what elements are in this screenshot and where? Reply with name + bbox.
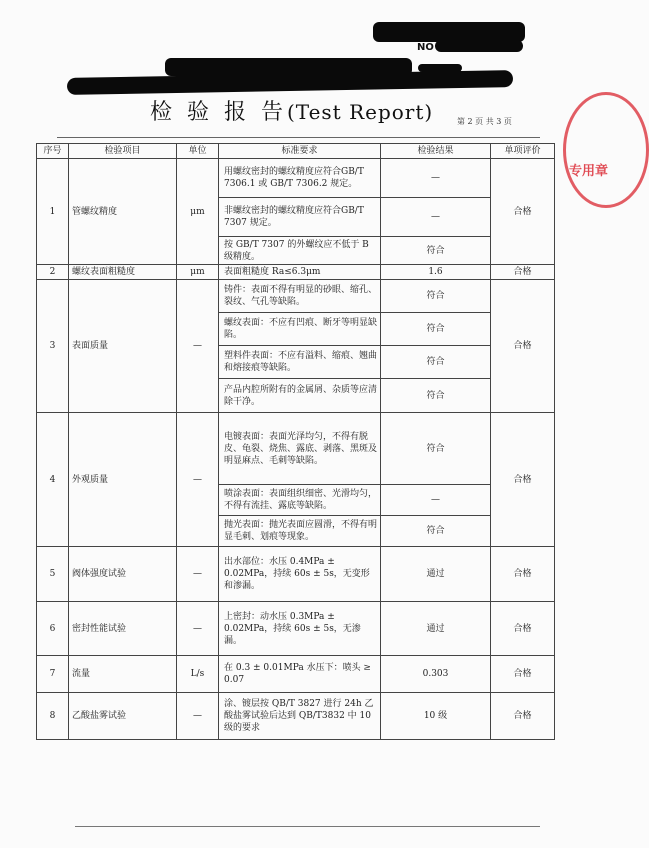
test-item: 密封性能试验: [69, 602, 177, 656]
unit: μm: [177, 265, 219, 280]
col-header-no: 序号: [37, 144, 69, 159]
requirement: 非螺纹密封的螺纹精度应符合GB/T 7307 规定。: [219, 198, 381, 237]
result: 0.303: [381, 656, 491, 693]
verdict: 合格: [491, 547, 555, 602]
footer-divider: [75, 826, 540, 827]
table-row: [37, 265, 555, 280]
verdict: 合格: [491, 159, 555, 265]
requirement: 在 0.3 ± 0.01MPa 水压下：喷头 ≥ 0.07: [219, 656, 381, 693]
unit: —: [177, 413, 219, 547]
requirement: 产品内腔所附有的金属屑、杂质等应清除干净。: [219, 379, 381, 413]
row-number: 8: [37, 693, 69, 740]
col-header-item: 检验项目: [69, 144, 177, 159]
result: —: [381, 159, 491, 198]
requirement: 涂、镀层按 QB/T 3827 进行 24h 乙酸盐雾试验后达到 QB/T3832 中 10 级的要求: [219, 693, 381, 740]
result: 符合: [381, 280, 491, 313]
requirement: 螺纹表面：不应有凹痕、断牙等明显缺陷。: [219, 313, 381, 346]
table-row: [37, 413, 555, 485]
report-title: [150, 95, 433, 126]
test-item: 乙酸盐雾试验: [69, 693, 177, 740]
col-header-verdict: 单项评价: [491, 144, 555, 159]
result: 符合: [381, 379, 491, 413]
verdict: 合格: [491, 280, 555, 413]
unit: L/s: [177, 656, 219, 693]
title-chinese: 检 验 报 告: [150, 100, 287, 125]
result: 通过: [381, 547, 491, 602]
result: 符合: [381, 237, 491, 265]
row-number: 5: [37, 547, 69, 602]
requirement: 电镀表面：表面光泽均匀，不得有脱皮、龟裂、烧焦、露底、剥落、黑斑及明显麻点、毛刺等缺陷。: [219, 413, 381, 485]
requirement: 出水部位：水压 0.4MPa ± 0.02MPa，持续 60s ± 5s，无变形和渗漏。: [219, 547, 381, 602]
table-row: [37, 159, 555, 198]
col-header-unit: 单位: [177, 144, 219, 159]
requirement: 上密封：动水压 0.3MPa ± 0.02MPa，持续 60s ± 5s，无渗漏。: [219, 602, 381, 656]
result: 通过: [381, 602, 491, 656]
requirement: 塑料件表面：不应有溢料、缩痕、翘曲和熔接痕等缺陷。: [219, 346, 381, 379]
table-row: [37, 280, 555, 313]
unit: —: [177, 547, 219, 602]
stamp-lettering: 专用章: [569, 164, 609, 179]
result: 符合: [381, 346, 491, 379]
verdict: 合格: [491, 693, 555, 740]
table-row: [37, 602, 555, 656]
row-number: 2: [37, 265, 69, 280]
header-divider: [57, 137, 540, 138]
result: 10 级: [381, 693, 491, 740]
redaction-bar: [435, 40, 523, 52]
verdict: 合格: [491, 413, 555, 547]
redaction-bar: [67, 70, 513, 95]
row-number: 1: [37, 159, 69, 265]
test-item: 管螺纹精度: [69, 159, 177, 265]
test-item: 表面质量: [69, 280, 177, 413]
official-stamp: [563, 92, 649, 208]
unit: —: [177, 693, 219, 740]
row-number: 3: [37, 280, 69, 413]
table-header-row: [37, 144, 555, 159]
requirement: 用螺纹密封的螺纹精度应符合GB/T 7306.1 或 GB/T 7306.2 规定。: [219, 159, 381, 198]
requirement: 表面粗糙度 Ra≤6.3μm: [219, 265, 381, 280]
verdict: 合格: [491, 265, 555, 280]
test-report-table: [36, 143, 555, 740]
result: 1.6: [381, 265, 491, 280]
test-item: 螺纹表面粗糙度: [69, 265, 177, 280]
report-number-label: NO: [417, 42, 434, 53]
requirement: 喷涂表面：表面组织细密、光滑均匀，不得有流挂、露底等缺陷。: [219, 485, 381, 516]
result: 符合: [381, 313, 491, 346]
redaction-bar: [373, 22, 525, 42]
result: —: [381, 198, 491, 237]
row-number: 7: [37, 656, 69, 693]
test-item: 外观质量: [69, 413, 177, 547]
test-item: 流量: [69, 656, 177, 693]
requirement: 铸件：表面不得有明显的砂眼、缩孔、裂纹、气孔等缺陷。: [219, 280, 381, 313]
unit: —: [177, 602, 219, 656]
result: —: [381, 485, 491, 516]
table-row: [37, 693, 555, 740]
row-number: 6: [37, 602, 69, 656]
table-row: [37, 547, 555, 602]
col-header-result: 检验结果: [381, 144, 491, 159]
result: 符合: [381, 413, 491, 485]
unit: μm: [177, 159, 219, 265]
page-indicator: 第 2 页 共 3 页: [457, 117, 512, 126]
verdict: 合格: [491, 602, 555, 656]
requirement: 抛光表面：抛光表面应圆滑，不得有明显毛刺、划痕等现象。: [219, 516, 381, 547]
requirement: 按 GB/T 7307 的外螺纹应不低于 B 级精度。: [219, 237, 381, 265]
verdict: 合格: [491, 656, 555, 693]
test-item: 阀体强度试验: [69, 547, 177, 602]
col-header-requirement: 标准要求: [219, 144, 381, 159]
unit: —: [177, 280, 219, 413]
result: 符合: [381, 516, 491, 547]
title-english: (Test Report): [286, 100, 434, 124]
row-number: 4: [37, 413, 69, 547]
table-row: [37, 656, 555, 693]
